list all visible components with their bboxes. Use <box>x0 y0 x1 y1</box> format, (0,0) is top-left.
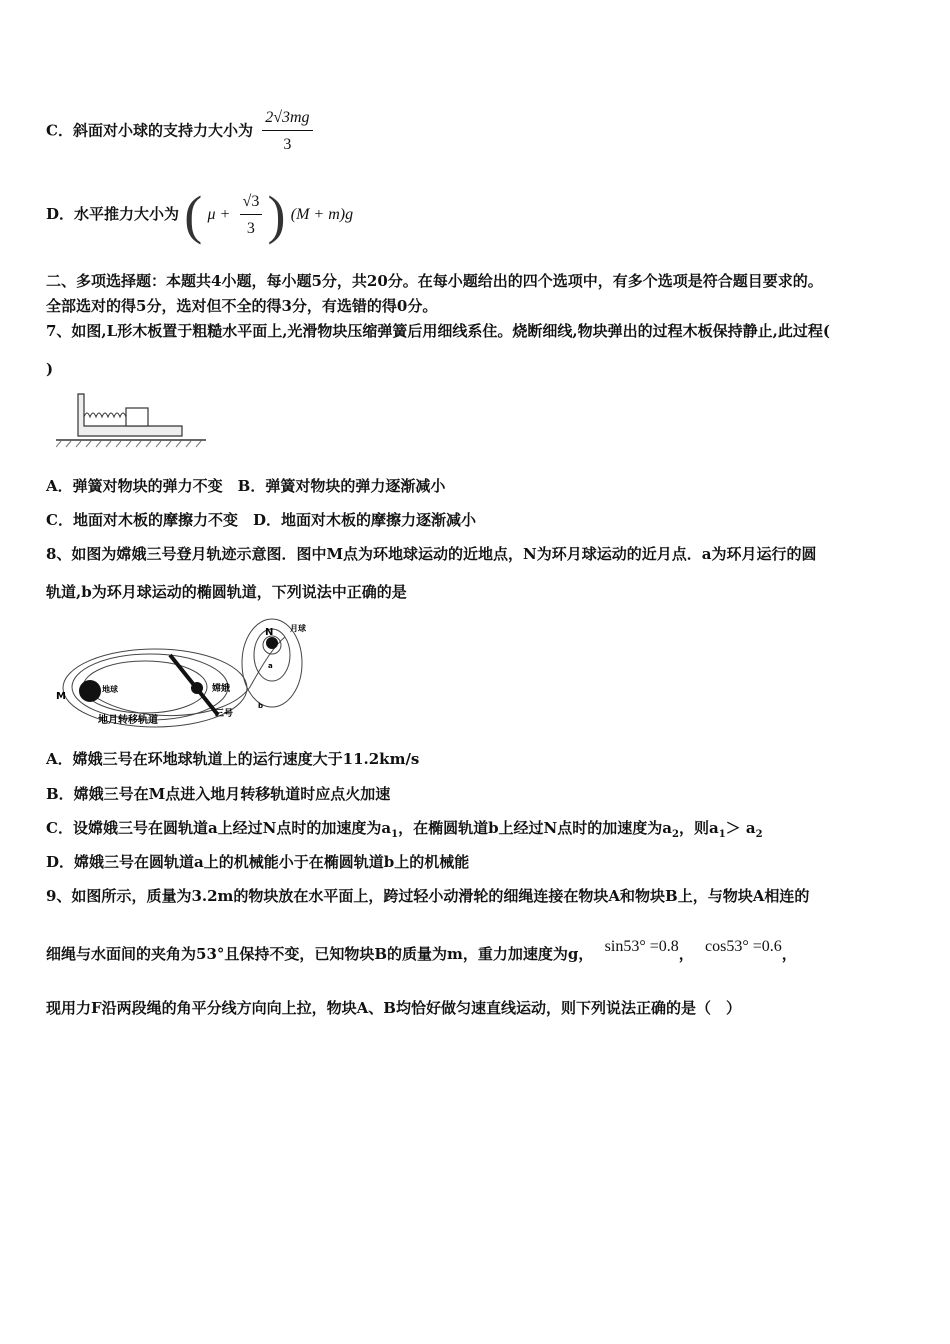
option-c-text: C．斜面对小球的支持力大小为 <box>46 121 253 140</box>
option-d-text: D．水平推力大小为 <box>46 205 180 223</box>
moon-icon <box>266 637 278 649</box>
sin-value: sin53° =0.8 <box>604 938 679 955</box>
q9-stem-line1: 9、如图所示，质量为3.2m的物块放在水平面上，跨过轻小动滑轮的细绳连接在物块A和物块B上，与物块A相连的 <box>46 887 810 905</box>
subscript: 1 <box>718 829 726 840</box>
separator: ， <box>678 945 694 963</box>
subscript: 2 <box>671 829 679 840</box>
q9-stem-line3: 现用力F沿两段绳的角平分线方向向上拉，物块A、B均恰好做匀速直线运动，则下列说法正确的是（ ） <box>46 999 741 1017</box>
option-d-tail: (M + m)g <box>290 206 354 223</box>
label-earth: 地球 <box>102 685 118 694</box>
q8-option-d: D．嫦娥三号在圆轨道a上的机械能小于在椭圆轨道b上的机械能 <box>46 853 470 871</box>
section-header-line2: 全部选对的得5分，选对但不全的得3分，有选错的得0分。 <box>46 297 438 315</box>
label-N: N <box>265 627 274 638</box>
q8-option-c-part3: ，则a <box>678 819 719 837</box>
q8-orbit-figure <box>50 615 320 730</box>
option-d <box>46 185 354 245</box>
q7-stem-line2: ) <box>46 360 54 378</box>
subscript: 1 <box>391 829 399 840</box>
section-header-line1: 二、多项选择题：本题共4小题，每小题5分，共20分。在每小题给出的四个选项中，有多个选项是符合题目要求的。 <box>46 272 823 290</box>
fraction-denominator: 3 <box>283 136 292 153</box>
fraction-numerator: 2√3mg <box>262 108 312 131</box>
subscript: 2 <box>755 829 763 840</box>
q8-option-c <box>46 818 763 845</box>
label-transfer: 地月转移轨道 <box>98 715 158 726</box>
label-probe-1: 嫦娥 <box>212 684 231 694</box>
label-probe-2: 三号 <box>215 709 234 719</box>
line-end: ， <box>781 945 797 963</box>
q7-spring-board-figure <box>56 390 206 448</box>
q7-options-ab: A．弹簧对物块的弹力不变 B．弹簧对物块的弹力逐渐减小 <box>46 477 446 495</box>
label-b: b <box>258 702 264 710</box>
option-c-fraction <box>262 108 312 155</box>
q8-option-c-part4: ＞ a <box>725 819 756 837</box>
probe-icon <box>191 682 203 694</box>
q9-stem-line2-text: 细绳与水面间的夹角为53°且保持不变，已知物块B的质量为m，重力加速度为g， <box>46 945 594 963</box>
cos-value: cos53° =0.6 <box>705 938 782 955</box>
right-paren: ) <box>267 185 286 245</box>
q8-stem-line2: 轨道,b为环月球运动的椭圆轨道，下列说法中正确的是 <box>46 583 407 601</box>
fraction-denominator: 3 <box>246 219 255 237</box>
q7-stem-line1: 7、如图,L形木板置于粗糙水平面上,光滑物块压缩弹簧后用细线系住。烧断细线,物块弹出的过程木板保持静止,此过程( <box>46 322 830 340</box>
label-moon: 月球 <box>290 624 306 633</box>
q8-option-b: B．嫦娥三号在M点进入地月转移轨道时应点火加速 <box>46 785 391 803</box>
q8-option-c-part2: ，在椭圆轨道b上经过N点时的加速度为a <box>398 819 672 837</box>
earth-icon <box>79 680 101 702</box>
q7-options-cd: C．地面对木板的摩擦力不变 D．地面对木板的摩擦力逐渐减小 <box>46 511 476 529</box>
option-c <box>46 108 313 155</box>
option-d-fraction <box>240 192 263 239</box>
q8-option-c-part1: C．设嫦娥三号在圆轨道a上经过N点时的加速度为a <box>46 819 392 837</box>
label-M: M <box>56 691 66 702</box>
q8-option-a: A．嫦娥三号在环地球轨道上的运行速度大于11.2km/s <box>46 750 420 768</box>
left-paren: ( <box>184 185 203 245</box>
fraction-numerator: √3 <box>240 192 263 215</box>
mu-symbol: μ + <box>207 206 231 223</box>
q9-stem-line2 <box>46 938 797 965</box>
label-a: a <box>268 662 273 670</box>
q8-stem-line1: 8、如图为嫦娥三号登月轨迹示意图．图中M点为环地球运动的近地点，N为环月球运动的近月点．a为环月运行的圆 <box>46 545 817 563</box>
